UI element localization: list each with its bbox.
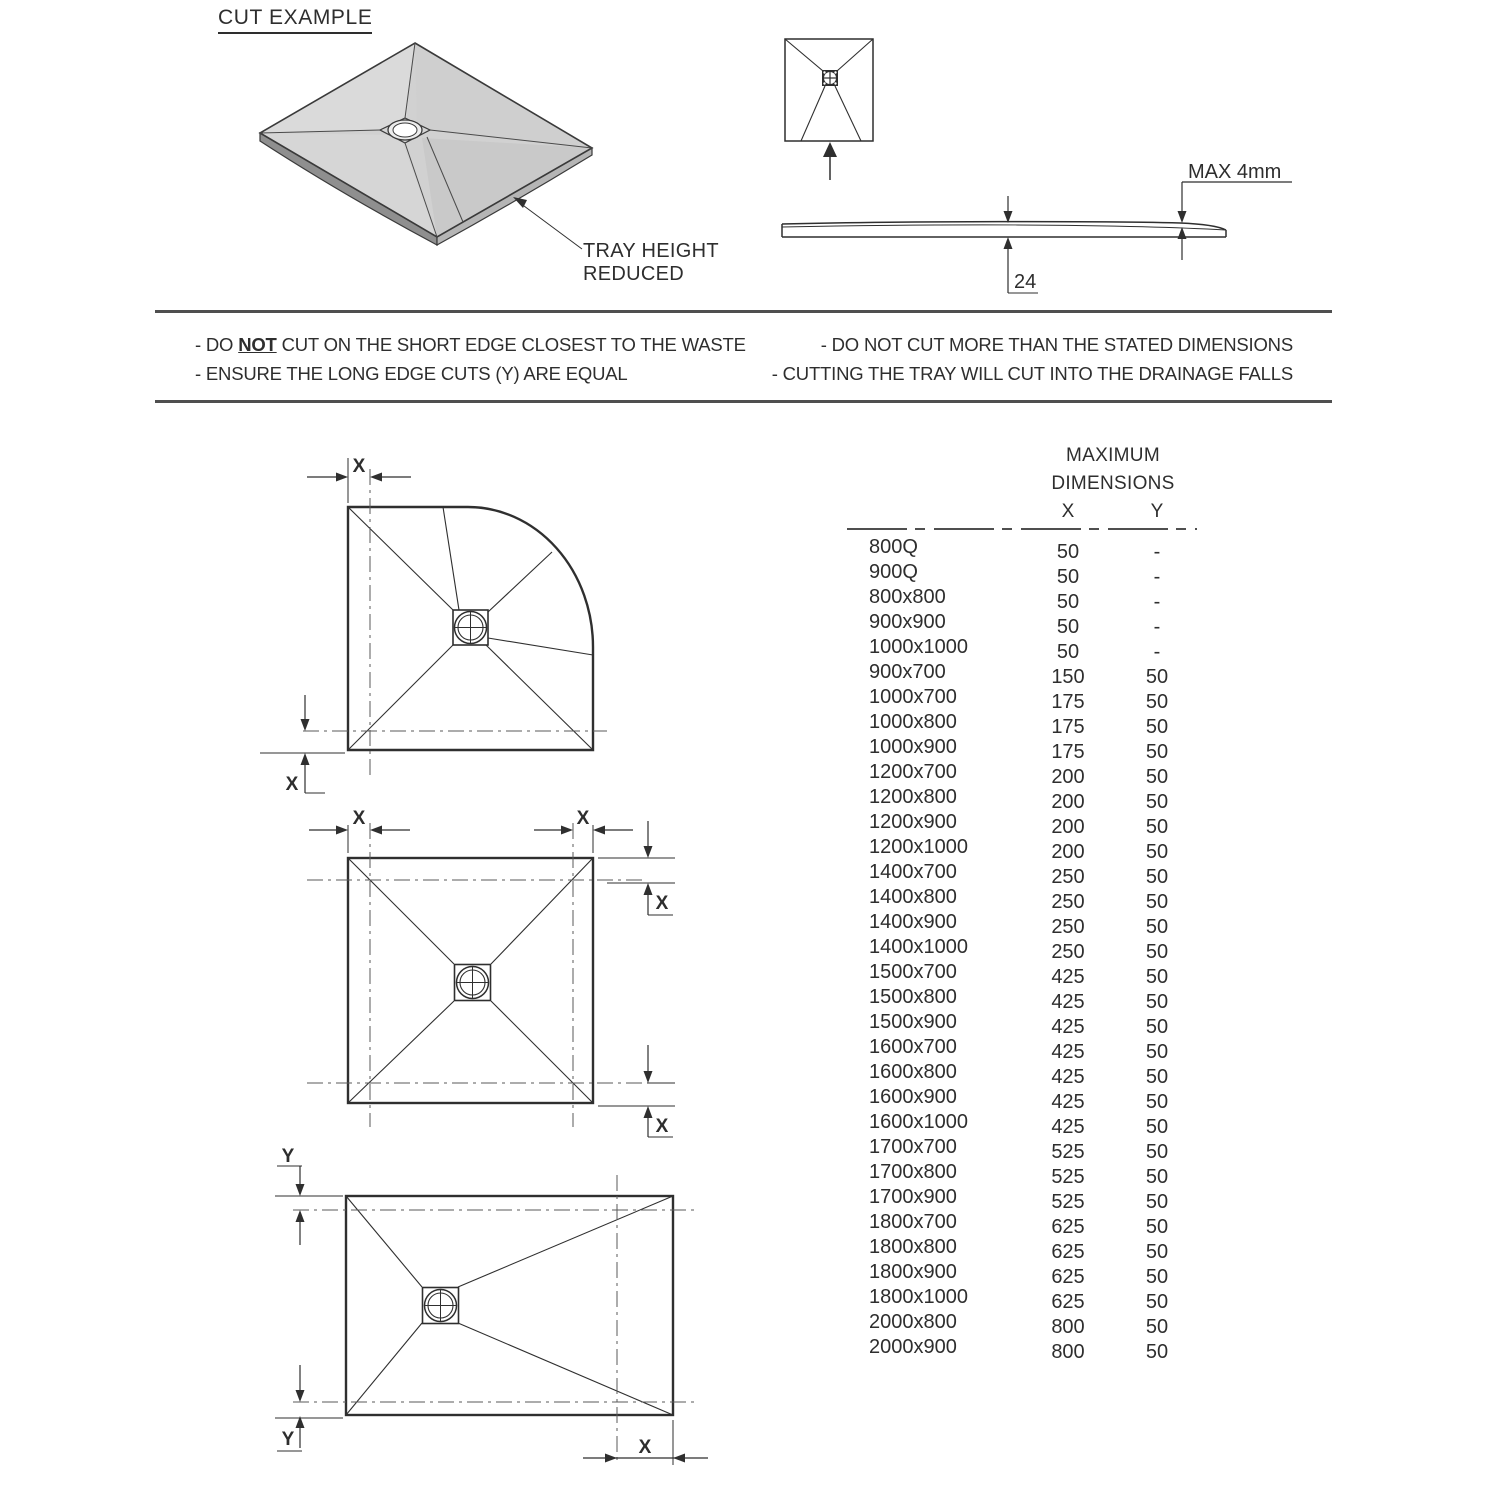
size-cell: 1700x900 — [869, 1186, 957, 1208]
size-cell: 1200x700 — [869, 761, 957, 783]
dimension-x-top-left — [309, 808, 410, 853]
column-header-y: Y — [1150, 501, 1164, 522]
size-cell: 1800x800 — [869, 1236, 957, 1258]
x-value-cell: 50 — [1056, 566, 1080, 588]
x-value-cell: 625 — [1051, 1291, 1085, 1313]
x-value-cell: 425 — [1051, 1066, 1085, 1088]
x-label: X — [285, 774, 299, 795]
size-cell: 1500x900 — [869, 1011, 957, 1033]
x-value-cell: 425 — [1051, 1041, 1085, 1063]
x-label: X — [576, 808, 590, 829]
max-4mm-label: MAX 4mm — [1188, 161, 1282, 183]
dimension-y-top-left — [275, 1146, 343, 1245]
x-value-cell: 175 — [1051, 716, 1085, 738]
size-cell: 800Q — [869, 536, 918, 558]
y-label: Y — [281, 1146, 295, 1167]
table-rows — [847, 535, 1197, 1363]
size-cell: 1600x1000 — [869, 1111, 968, 1133]
y-value-cell: 50 — [1145, 841, 1169, 863]
divider-top — [155, 310, 1332, 313]
size-cell: 1000x800 — [869, 711, 957, 733]
x-value-cell: 250 — [1051, 866, 1085, 888]
y-value-cell: 50 — [1145, 1041, 1169, 1063]
square-tray-drawing — [295, 805, 675, 1150]
size-cell: 800x800 — [869, 586, 946, 608]
y-value-cell: 50 — [1145, 966, 1169, 988]
size-cell: 1400x1000 — [869, 936, 968, 958]
y-value-cell: 50 — [1145, 891, 1169, 913]
drain-symbol-plan — [423, 1288, 459, 1324]
rectangular-tray-drawing — [245, 1135, 715, 1480]
dimension-24 — [1004, 196, 1039, 293]
divider-bottom — [155, 400, 1332, 403]
size-cell: 1000x1000 — [869, 636, 968, 658]
y-value-cell: 50 — [1145, 1191, 1169, 1213]
notes-right-column — [772, 331, 1293, 388]
x-value-cell: 200 — [1051, 766, 1085, 788]
x-value-cell: 425 — [1051, 991, 1085, 1013]
x-value-cell: 425 — [1051, 966, 1085, 988]
y-value-cell: - — [1153, 541, 1161, 563]
notes-left-column — [195, 331, 746, 388]
x-value-cell: 425 — [1051, 1116, 1085, 1138]
y-value-cell: 50 — [1145, 791, 1169, 813]
drain-symbol-plan-small — [822, 70, 838, 86]
size-cell: 1500x800 — [869, 986, 957, 1008]
table-header-rule — [847, 528, 1197, 530]
page-title: CUT EXAMPLE — [218, 6, 372, 34]
column-header-x: X — [1061, 501, 1075, 522]
y-label: Y — [281, 1429, 295, 1450]
x-value-cell: 200 — [1051, 841, 1085, 863]
size-cell: 900x700 — [869, 661, 946, 683]
dimension-x-top — [307, 456, 411, 503]
cut-center-lines — [293, 1175, 697, 1463]
y-value-cell: 50 — [1145, 1016, 1169, 1038]
dimension-max-4mm — [1178, 161, 1293, 260]
y-value-cell: 50 — [1145, 1266, 1169, 1288]
y-value-cell: - — [1153, 616, 1161, 638]
y-value-cell: 50 — [1145, 1116, 1169, 1138]
x-label: X — [655, 1116, 669, 1137]
y-value-cell: - — [1153, 591, 1161, 613]
tray-profile — [782, 222, 1226, 237]
x-value-cell: 425 — [1051, 1016, 1085, 1038]
size-cell: 1200x800 — [869, 786, 957, 808]
x-value-cell: 250 — [1051, 941, 1085, 963]
x-value-cell: 175 — [1051, 691, 1085, 713]
dimension-x-bottom-left — [260, 695, 345, 795]
x-value-cell: 800 — [1051, 1341, 1085, 1363]
size-cell: 1500x700 — [869, 961, 957, 983]
y-value-cell: 50 — [1145, 741, 1169, 763]
callout-leader-arrow — [513, 197, 582, 249]
size-cell: 1700x700 — [869, 1136, 957, 1158]
note-line: - DO NOT CUT ON THE SHORT EDGE CLOSEST TO THE WASTE — [195, 334, 746, 355]
x-value-cell: 525 — [1051, 1191, 1085, 1213]
x-label: X — [638, 1437, 652, 1458]
y-value-cell: 50 — [1145, 1141, 1169, 1163]
y-value-cell: - — [1153, 566, 1161, 588]
x-value-cell: 50 — [1056, 641, 1080, 663]
size-cell: 1800x1000 — [869, 1286, 968, 1308]
x-value-cell: 425 — [1051, 1091, 1085, 1113]
y-value-cell: 50 — [1145, 916, 1169, 938]
note-line: - CUTTING THE TRAY WILL CUT INTO THE DRAINAGE FALLS — [771, 362, 1293, 384]
x-value-cell: 625 — [1051, 1241, 1085, 1263]
x-value-cell: 625 — [1051, 1266, 1085, 1288]
dimension-x-bottom-right — [583, 1420, 708, 1465]
dimension-y-bottom-left — [275, 1365, 343, 1451]
size-cell: 2000x900 — [869, 1336, 957, 1358]
size-cell: 900x900 — [869, 611, 946, 633]
tray-height-reduced-label: TRAY HEIGHT REDUCED — [583, 240, 719, 285]
y-value-cell: 50 — [1145, 991, 1169, 1013]
note-line: - ENSURE THE LONG EDGE CUTS (Y) ARE EQUAL — [195, 362, 628, 384]
y-value-cell: 50 — [1145, 666, 1169, 688]
y-value-cell: 50 — [1145, 691, 1169, 713]
fall-lines — [785, 39, 873, 141]
y-value-cell: 50 — [1145, 1241, 1169, 1263]
y-value-cell: 50 — [1145, 1341, 1169, 1363]
x-value-cell: 200 — [1051, 816, 1085, 838]
y-value-cell: 50 — [1145, 1091, 1169, 1113]
y-value-cell: 50 — [1145, 1066, 1169, 1088]
drain-symbol-plan — [455, 965, 491, 1001]
size-cell: 1200x900 — [869, 811, 957, 833]
y-value-cell: 50 — [1145, 1166, 1169, 1188]
dimension-x-top-right — [534, 808, 633, 853]
x-value-cell: 525 — [1051, 1141, 1085, 1163]
note-line: - DO NOT CUT MORE THAN THE STATED DIMENSIONS — [820, 334, 1293, 355]
x-value-cell: 625 — [1051, 1216, 1085, 1238]
x-value-cell: 50 — [1056, 616, 1080, 638]
x-label: X — [352, 456, 366, 477]
size-cell: 1700x800 — [869, 1161, 957, 1183]
x-value-cell: 250 — [1051, 916, 1085, 938]
thickness-24-label: 24 — [1014, 271, 1037, 293]
x-value-cell: 175 — [1051, 741, 1085, 763]
size-cell: 1400x900 — [869, 911, 957, 933]
y-value-cell: 50 — [1145, 766, 1169, 788]
x-value-cell: 200 — [1051, 791, 1085, 813]
size-cell: 1400x800 — [869, 886, 957, 908]
size-cell: 1600x900 — [869, 1086, 957, 1108]
y-value-cell: 50 — [1145, 716, 1169, 738]
quadrant-tray-drawing — [255, 445, 615, 805]
size-cell: 1600x700 — [869, 1036, 957, 1058]
size-cell: 1800x700 — [869, 1211, 957, 1233]
x-label: X — [352, 808, 366, 829]
table-row — [847, 535, 1197, 563]
size-cell: 1800x900 — [869, 1261, 957, 1283]
size-cell: 1600x800 — [869, 1061, 957, 1083]
size-cell: 2000x800 — [869, 1311, 957, 1333]
size-cell: 1000x700 — [869, 686, 957, 708]
max-dimensions-table — [847, 440, 1197, 1370]
size-cell: 1400x700 — [869, 861, 957, 883]
size-cell: 1000x900 — [869, 736, 957, 758]
x-label: X — [655, 893, 669, 914]
y-value-cell: 50 — [1145, 816, 1169, 838]
x-value-cell: 250 — [1051, 891, 1085, 913]
not-emphasis: NOT — [238, 334, 277, 355]
x-value-cell: 525 — [1051, 1166, 1085, 1188]
tray-top-surface — [260, 43, 592, 237]
y-value-cell: 50 — [1145, 1316, 1169, 1338]
x-value-cell: 150 — [1051, 666, 1085, 688]
dimension-x-right-top — [598, 821, 675, 915]
side-profile-drawing — [780, 150, 1320, 300]
x-value-cell: 50 — [1056, 541, 1080, 563]
y-value-cell: 50 — [1145, 941, 1169, 963]
x-value-cell: 50 — [1056, 591, 1080, 613]
y-value-cell: - — [1153, 641, 1161, 663]
table-title: MAXIMUM DIMENSIONS — [1051, 445, 1175, 494]
fall-ridge-lines — [346, 1196, 673, 1415]
size-cell: 900Q — [869, 561, 918, 583]
dimension-x-right-bottom — [598, 1045, 675, 1137]
y-value-cell: 50 — [1145, 1216, 1169, 1238]
y-value-cell: 50 — [1145, 866, 1169, 888]
size-cell: 1200x1000 — [869, 836, 968, 858]
y-value-cell: 50 — [1145, 1291, 1169, 1313]
drain-symbol-plan — [453, 610, 488, 645]
x-value-cell: 800 — [1051, 1316, 1085, 1338]
